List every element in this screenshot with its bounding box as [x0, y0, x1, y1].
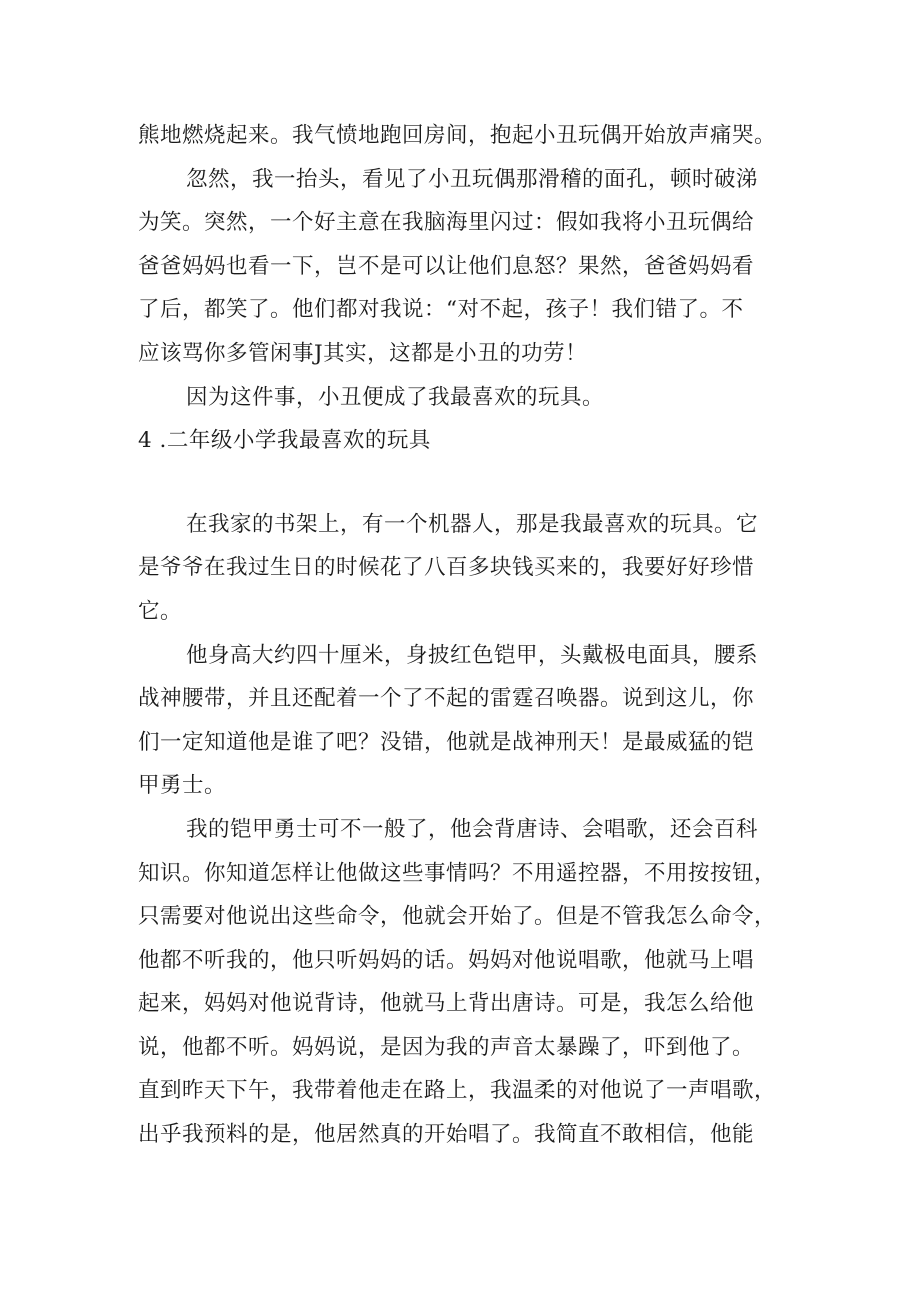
- paragraph: [138, 503, 798, 634]
- text-line: 应该骂你多管闲事J其实，这都是小丑的功劳！: [138, 340, 588, 366]
- paragraph: [138, 634, 798, 808]
- text-line: 忽然，我一抬头，看见了小丑玩偶那滑稽的面孔，顿时破涕: [186, 166, 759, 192]
- text-line: 他身高大约四十厘米，身披红色铠甲，头戴极电面具，腰系: [186, 642, 759, 668]
- text-line: 起来，妈妈对他说背诗，他就马上背出唐诗。可是，我怎么给他: [138, 991, 755, 1017]
- text-line: 是爷爷在我过生日的时候花了八百多块钱买来的，我要好好珍惜: [138, 555, 755, 581]
- text-line: 直到昨天下午，我带着他走在路上，我温柔的对他说了一声唱歌，: [138, 1078, 777, 1104]
- text-line: 出乎我预料的是，他居然真的开始唱了。我简直不敢相信，他能: [138, 1122, 755, 1148]
- text-line: 因为这件事，小丑便成了我最喜欢的玩具。: [186, 384, 605, 410]
- document-body: [138, 114, 798, 1157]
- section-heading: [138, 419, 798, 463]
- text-line: 我的铠甲勇士可不一般了，他会背唐诗、会唱歌，还会百科: [186, 816, 759, 842]
- text-line: 在我家的书架上，有一个机器人，那是我最喜欢的玩具。它: [186, 511, 759, 537]
- paragraph: [138, 808, 798, 1157]
- text-line: 了后，都笑了。他们都对我说：“对不起，孩子！我们错了。不: [138, 297, 744, 323]
- heading-text: 4 .二年级小学我最喜欢的玩具: [138, 428, 431, 454]
- text-line: 熊地燃烧起来。我气愤地跑回房间，抱起小丑玩偶开始放声痛哭。: [138, 123, 777, 148]
- text-line: 甲勇士。: [138, 773, 227, 799]
- text-line: 为笑。突然，一个好主意在我脑海里闪过：假如我将小丑玩偶给: [138, 210, 755, 236]
- paragraph: [138, 114, 798, 158]
- text-line: 们一定知道他是谁了吧？没错，他就是战神刑天！是最威猛的铠: [138, 729, 755, 755]
- text-line: 爸爸妈妈也看一下，岂不是可以让他们息怒？果然，爸爸妈妈看: [138, 253, 755, 279]
- text-line: 他都不听我的，他只听妈妈的话。妈妈对他说唱歌，他就马上唱: [138, 947, 755, 973]
- text-line: 知识。你知道怎样让他做这些事情吗？不用遥控器，不用按按钮，: [138, 860, 777, 886]
- text-line: 它。: [138, 598, 183, 624]
- text-line: 战神腰带，并且还配着一个了不起的雷霆召唤器。说到这儿，你: [138, 686, 755, 712]
- paragraph: [138, 158, 798, 376]
- text-line: 只需要对他说出这些命令，他就会开始了。但是不管我怎么命令，: [138, 904, 777, 930]
- text-line: 说，他都不听。妈妈说，是因为我的声音太暴躁了，吓到他了。: [138, 1034, 755, 1060]
- paragraph: [138, 376, 798, 420]
